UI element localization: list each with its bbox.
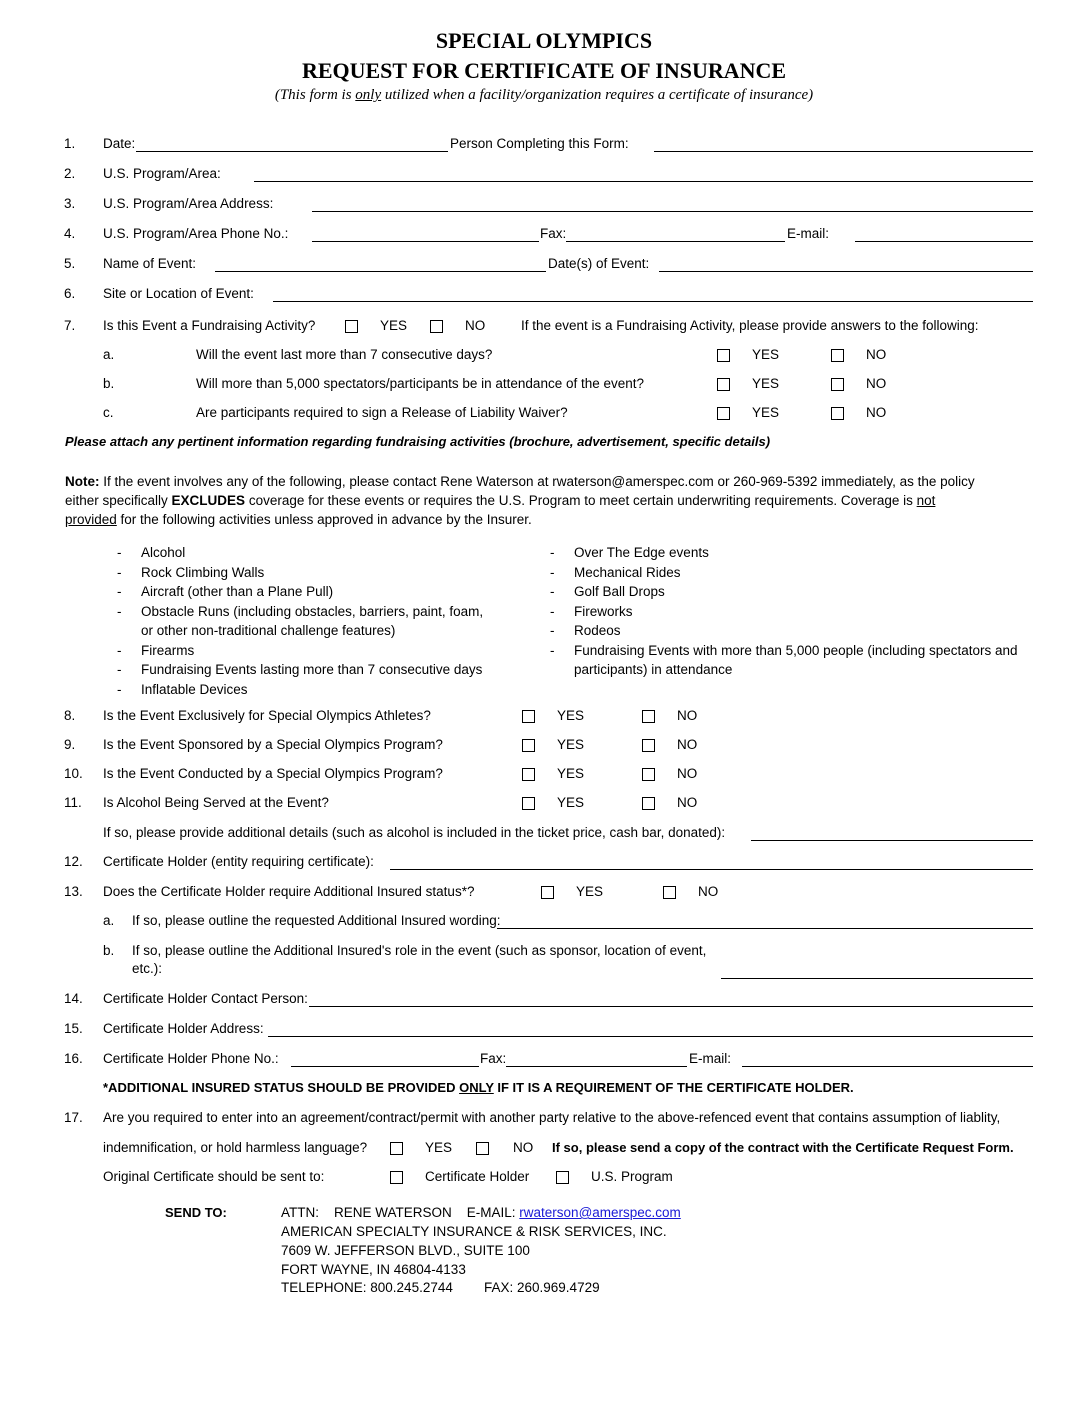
program-phone-field[interactable]	[312, 241, 539, 242]
street-address: 7609 W. JEFFERSON BLVD., SUITE 100	[281, 1243, 530, 1258]
certificate-holder-field[interactable]	[390, 869, 1033, 870]
person-completing-label: Person Completing this Form:	[450, 136, 629, 151]
q5-number: 5.	[64, 256, 76, 271]
q7c-letter: c.	[103, 405, 114, 420]
q15-number: 15.	[64, 1021, 83, 1036]
program-email-label: E-mail:	[787, 226, 830, 241]
q7a-yes-checkbox[interactable]	[717, 349, 730, 362]
q7c-yes-checkbox[interactable]	[717, 407, 730, 420]
list-item: - Fireworks	[550, 603, 633, 619]
event-location-field[interactable]	[273, 301, 1033, 302]
fundraising-yes-label: YES	[380, 318, 408, 333]
q7b-letter: b.	[103, 376, 115, 391]
event-dates-field[interactable]	[659, 271, 1033, 272]
q9-no-checkbox[interactable]	[642, 739, 655, 752]
program-address-label: U.S. Program/Area Address:	[103, 196, 274, 211]
q11-yes-label: YES	[557, 795, 585, 810]
q10-yes-label: YES	[557, 766, 585, 781]
q7c-no-label: NO	[866, 405, 887, 420]
q17-question-line1: Are you required to enter into an agreement/contract/permit with another party relative to the above-refenced event that contains assumption of liablity,	[103, 1110, 1001, 1125]
excluded-activities-left	[117, 543, 517, 699]
q17-question-line2: indemnification, or hold harmless language?	[103, 1140, 368, 1155]
fundraising-yes-checkbox[interactable]	[345, 320, 358, 333]
list-item: - Obstacle Runs (including obstacles, barriers, paint, foam, or other non-traditional challenge features)	[117, 603, 484, 638]
q10-number: 10.	[64, 766, 83, 781]
q9-yes-label: YES	[557, 737, 585, 752]
list-item: - Alcohol	[117, 545, 186, 560]
holder-contact-field[interactable]	[309, 1006, 1033, 1007]
send-to-holder-checkbox[interactable]	[390, 1171, 403, 1184]
alcohol-details-field[interactable]	[751, 840, 1033, 841]
q11-yes-checkbox[interactable]	[522, 797, 535, 810]
list-item: - Rock Climbing Walls	[117, 564, 265, 580]
q7b-yes-checkbox[interactable]	[717, 378, 730, 391]
q16-number: 16.	[64, 1051, 83, 1066]
q10-no-label: NO	[677, 766, 698, 781]
person-completing-field[interactable]	[654, 151, 1033, 152]
holder-contact-label: Certificate Holder Contact Person:	[103, 991, 308, 1006]
form-subtitle: REQUEST FOR CERTIFICATE OF INSURANCE	[301, 58, 787, 83]
holder-address-field[interactable]	[268, 1036, 1033, 1037]
list-item: - Fundraising Events with more than 5,000 people (including spectators and participants) in attendance	[550, 642, 1018, 677]
q1-number: 1.	[64, 136, 76, 151]
holder-email-label: E-mail:	[689, 1051, 732, 1066]
q7a-letter: a.	[103, 347, 115, 362]
q10-yes-checkbox[interactable]	[522, 768, 535, 781]
q11-number: 11.	[64, 795, 82, 810]
q7c-no-checkbox[interactable]	[831, 407, 844, 420]
q2-number: 2.	[64, 166, 76, 181]
contract-instruction: If so, please send a copy of the contract with the Certificate Request Form.	[552, 1140, 1014, 1155]
q8-no-label: NO	[677, 708, 698, 723]
event-dates-label: Date(s) of Event:	[548, 256, 650, 271]
q7b-yes-label: YES	[752, 376, 780, 391]
q7a-no-label: NO	[866, 347, 887, 362]
holder-phone-label: Certificate Holder Phone No.:	[103, 1051, 279, 1066]
q11-no-label: NO	[677, 795, 698, 810]
attn-line: ATTN: RENE WATERSON E-MAIL: rwaterson@amerspec.com	[281, 1205, 681, 1220]
program-email-field[interactable]	[855, 241, 1033, 242]
list-item: - Firearms	[117, 642, 195, 658]
list-item: - Fundraising Events lasting more than 7 consecutive days	[117, 662, 483, 677]
exclusion-note: Note: If the event involves any of the following, please contact Rene Waterson at rwaterson@amerspec.com or 260-969-5392 immediately, as the policy either specifically EXCLUDES coverage for these events or requires the U.S. Program to meet certain underwriting requirements. Coverage is not provided for the following activities unless approved in advance by the Insurer.	[65, 474, 975, 527]
q13a-letter: a.	[103, 913, 115, 928]
program-fax-field[interactable]	[566, 241, 785, 242]
q7a-yes-label: YES	[752, 347, 780, 362]
q12-number: 12.	[64, 854, 83, 869]
holder-fax-field[interactable]	[506, 1066, 687, 1067]
holder-phone-field[interactable]	[291, 1066, 479, 1067]
list-item: - Inflatable Devices	[117, 681, 248, 697]
q6-number: 6.	[64, 286, 76, 301]
list-item: - Mechanical Rides	[550, 564, 681, 580]
send-to-program-checkbox[interactable]	[556, 1171, 569, 1184]
q8-yes-checkbox[interactable]	[522, 710, 535, 723]
q13-question: Does the Certificate Holder require Additional Insured status*?	[103, 884, 475, 899]
event-name-field[interactable]	[215, 271, 546, 272]
date-label: Date:	[103, 136, 136, 151]
fundraising-no-checkbox[interactable]	[430, 320, 443, 333]
q9-number: 9.	[64, 737, 76, 752]
q7-number: 7.	[64, 318, 76, 333]
form-title: SPECIAL OLYMPICS	[435, 28, 653, 53]
holder-email-field[interactable]	[742, 1066, 1033, 1067]
q17-no-label: NO	[513, 1140, 534, 1155]
original-certificate-label: Original Certificate should be sent to:	[103, 1169, 325, 1184]
q14-number: 14.	[64, 991, 83, 1006]
contact-email-link[interactable]: rwaterson@amerspec.com	[519, 1205, 681, 1220]
company-name: AMERICAN SPECIALTY INSURANCE & RISK SERVICES, INC.	[281, 1224, 667, 1239]
q4-number: 4.	[64, 226, 76, 241]
send-to-program-label: U.S. Program	[591, 1169, 673, 1184]
q9-question: Is the Event Sponsored by a Special Olympics Program?	[103, 737, 443, 752]
q7b-question: Will more than 5,000 spectators/participants be in attendance of the event?	[196, 376, 645, 391]
send-to-label: SEND TO:	[165, 1205, 227, 1220]
list-item: - Over The Edge events	[550, 545, 709, 560]
fax-number: FAX: 260.969.4729	[484, 1280, 600, 1295]
list-item: - Golf Ball Drops	[550, 584, 665, 599]
q17-number: 17.	[64, 1110, 83, 1125]
telephone: TELEPHONE: 800.245.2744	[281, 1280, 453, 1295]
additional-insured-note: *ADDITIONAL INSURED STATUS SHOULD BE PROVIDED ONLY IF IT IS A REQUIREMENT OF THE CERTIFICATE HOLDER.	[103, 1080, 854, 1095]
q9-no-label: NO	[677, 737, 698, 752]
q13-yes-checkbox[interactable]	[541, 886, 554, 899]
date-field[interactable]	[136, 151, 448, 152]
q7a-question: Will the event last more than 7 consecutive days?	[196, 347, 493, 362]
q8-yes-label: YES	[557, 708, 585, 723]
program-phone-label: U.S. Program/Area Phone No.:	[103, 226, 289, 241]
alcohol-details-label: If so, please provide additional details (such as alcohol is included in the ticket price, cash bar, donated):	[103, 825, 726, 840]
q9-yes-checkbox[interactable]	[522, 739, 535, 752]
q13-yes-label: YES	[576, 884, 604, 899]
fundraising-no-label: NO	[465, 318, 486, 333]
q13-no-label: NO	[698, 884, 719, 899]
q7a-no-checkbox[interactable]	[831, 349, 844, 362]
q17-yes-label: YES	[425, 1140, 453, 1155]
q13b-label-line1: If so, please outline the Additional Insured's role in the event (such as sponsor, location of event,	[132, 943, 707, 958]
event-location-label: Site or Location of Event:	[103, 286, 254, 301]
q17-yes-checkbox[interactable]	[390, 1142, 403, 1155]
q10-no-checkbox[interactable]	[642, 768, 655, 781]
q13a-label: If so, please outline the requested Additional Insured wording:	[132, 913, 501, 928]
excluded-activities-right	[550, 543, 1020, 680]
q10-question: Is the Event Conducted by a Special Olympics Program?	[103, 766, 443, 781]
list-item: - Aircraft (other than a Plane Pull)	[117, 584, 334, 599]
q8-number: 8.	[64, 708, 76, 723]
q13-no-checkbox[interactable]	[663, 886, 676, 899]
program-fax-label: Fax:	[540, 226, 567, 241]
city-state-zip: FORT WAYNE, IN 46804-4133	[281, 1262, 466, 1277]
fundraising-question: Is this Event a Fundraising Activity?	[103, 318, 316, 333]
holder-fax-label: Fax:	[480, 1051, 507, 1066]
event-name-label: Name of Event:	[103, 256, 197, 271]
program-area-label: U.S. Program/Area:	[103, 166, 221, 181]
additional-insured-wording-field[interactable]	[497, 928, 1033, 929]
q11-no-checkbox[interactable]	[642, 797, 655, 810]
q11-question: Is Alcohol Being Served at the Event?	[103, 795, 329, 810]
q7c-question: Are participants required to sign a Release of Liability Waiver?	[196, 405, 568, 420]
q7b-no-checkbox[interactable]	[831, 378, 844, 391]
program-area-field[interactable]	[254, 181, 1033, 182]
attach-info-note: Please attach any pertinent information regarding fundraising activities (brochure, advertisement, specific details)	[65, 434, 771, 449]
q7b-no-label: NO	[866, 376, 887, 391]
holder-address-label: Certificate Holder Address:	[103, 1021, 264, 1036]
fundraising-followup-text: If the event is a Fundraising Activity, please provide answers to the following:	[521, 318, 979, 333]
q13-number: 13.	[64, 884, 83, 899]
program-address-field[interactable]	[312, 211, 1033, 212]
q7c-yes-label: YES	[752, 405, 780, 420]
q3-number: 3.	[64, 196, 76, 211]
q8-no-checkbox[interactable]	[642, 710, 655, 723]
certificate-holder-label: Certificate Holder (entity requiring certificate):	[103, 854, 374, 869]
q17-no-checkbox[interactable]	[476, 1142, 489, 1155]
list-item: - Rodeos	[550, 623, 621, 638]
q13b-label-line2: etc.):	[132, 961, 163, 976]
form-usage-note: (This form is only utilized when a facility/organization requires a certificate of insurance)	[274, 87, 814, 103]
additional-insured-role-field[interactable]	[721, 978, 1033, 979]
send-to-holder-label: Certificate Holder	[425, 1169, 530, 1184]
q13b-letter: b.	[103, 943, 115, 958]
q8-question: Is the Event Exclusively for Special Olympics Athletes?	[103, 708, 431, 723]
